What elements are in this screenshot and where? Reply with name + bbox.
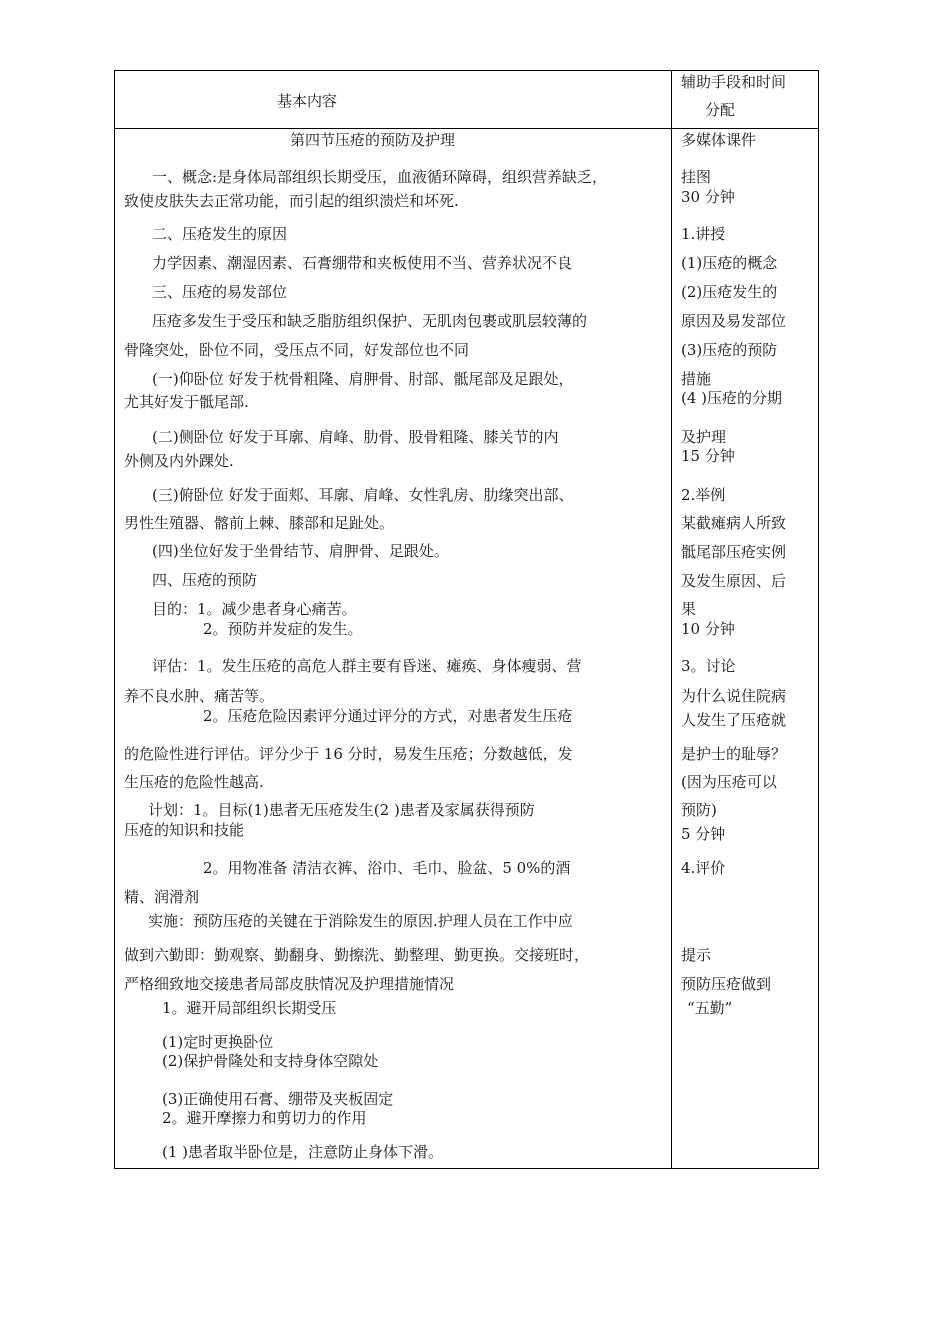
content-line: 目的：1。减少患者身心痛苦。 [152,600,357,618]
aux-line: 及护理 [681,428,727,446]
content-line: (1 )患者取半卧位是，注意防止身体下滑。 [162,1143,444,1161]
aux-line: 多媒体课件 [681,131,757,149]
content-line: (2)保护骨隆处和支持身体空隙处 [162,1052,379,1070]
content-line: 2。避开摩擦力和剪切力的作用 [162,1109,367,1127]
column-divider [671,70,672,1169]
content-line: 三、压疮的易发部位 [152,283,288,301]
section-title: 第四节压疮的预防及护理 [290,131,456,149]
aux-line: 措施 [681,370,712,388]
aux-line: 及发生原因、后 [681,572,787,590]
content-line: 2。预防并发症的发生。 [203,620,363,638]
aux-line: (2)压疮发生的 [681,283,778,301]
content-line: 尤其好发于骶尾部. [124,393,249,411]
content-line: 压疮的知识和技能 [124,821,245,839]
content-line: 四、压疮的预防 [152,571,258,589]
aux-line: 是护士的耻辱？ [681,745,787,763]
aux-line: (4 )压疮的分期 [681,389,783,407]
aux-line: 骶尾部压疮实例 [681,543,787,561]
content-line: (二)侧卧位 好发于耳廓、肩峰、肋骨、股骨粗隆、膝关节的内 [152,428,559,446]
content-line: 男性生殖器、髂前上棘、膝部和足趾处。 [124,514,395,532]
content-line: 的危险性进行评估。评分少于 16 分时，易发生压疮；分数越低，发 [124,745,573,763]
aux-line: (3)压疮的预防 [681,341,778,359]
content-line: 精、润滑剂 [124,888,200,906]
content-line: (四)坐位好发于坐骨结节、肩胛骨、足跟处。 [152,542,449,560]
aux-line: 15 分钟 [681,447,735,465]
header-aux-line1: 辅助手段和时间 [681,73,787,91]
aux-line: 提示 [681,946,712,964]
aux-line: 2.举例 [681,486,726,504]
aux-line: 人发生了压疮就 [681,711,787,729]
content-line: (三)俯卧位 好发于面郏、耳廓、肩峰、女性乳房、肋缘突出部、 [152,486,574,504]
aux-line: 预防压疮做到 [681,975,772,993]
content-line: 实施：预防压疮的关键在于消除发生的原因.护理人员在工作中应 [148,912,573,930]
header-basic-content: 基本内容 [277,92,338,110]
content-line: 一、概念:是身体局部组织长期受压，血液循环障碍，组织营养缺乏， [152,168,608,186]
aux-line: 预防) [681,801,717,819]
content-line: (一)仰卧位 好发于枕骨粗隆、肩胛骨、肘部、骶尾部及足跟处， [152,370,574,388]
aux-line: “五勤” [687,999,733,1017]
header-divider [114,128,819,129]
header-aux-line2: 分配 [705,101,736,119]
aux-line: 10 分钟 [681,620,735,638]
content-line: 致使皮肤失去正常功能，而引起的组织溃烂和坏死. [124,192,459,210]
aux-line: 5 分钟 [681,825,726,843]
aux-line: 果 [681,600,697,618]
content-line: (3)正确使用石膏、绷带及夹板固定 [162,1090,394,1108]
aux-line: 1.讲授 [681,225,726,243]
aux-line: (1)压疮的概念 [681,254,778,272]
aux-line: 原因及易发部位 [681,312,787,330]
aux-line: 某截瘫病人所致 [681,514,787,532]
content-line: 计划：1。目标(1)患者无压疮发生(2 )患者及家属获得预防 [148,801,535,819]
content-line: 养不良水肿、痛苦等。 [124,687,275,705]
content-line: 生压疮的危险性越高. [124,773,264,791]
aux-line: 挂图 [681,168,712,186]
content-line: 外侧及内外踝处. [124,452,234,470]
content-line: 1。避开局部组织长期受压 [162,999,337,1017]
aux-line: (因为压疮可以 [681,773,777,791]
content-line: 力学因素、潮湿因素、石膏绷带和夹板使用不当、营养状况不良 [152,254,573,272]
aux-line: 4.评价 [681,859,726,877]
content-line: 评估：1。发生压疮的高危人群主要有昏迷、瘫痪、身体瘦弱、营 [152,657,582,675]
content-line: 严格细致地交接患者局部皮肤情况及护理措施情况 [124,975,455,993]
aux-line: 30 分钟 [681,188,735,206]
content-line: 骨隆突处，卧位不同，受压点不同，好发部位也不同 [124,341,470,359]
content-line: 压疮多发生于受压和缺乏脂肪组织保护、无肌肉包裹或肌层较薄的 [152,312,588,330]
content-line: 做到六勤即：勤观察、勤翻身、勤擦洗、勤整理、勤更换。交接班时， [124,946,590,964]
content-line: 2。用物准备 清洁衣裤、浴巾、毛巾、脸盆、5 0%的酒 [203,859,571,877]
aux-line: 3。讨论 [681,657,736,675]
aux-line: 为什么说住院病 [681,687,787,705]
content-line: 2。压疮危险因素评分通过评分的方式，对患者发生压疮 [203,707,573,725]
content-line: (1)定时更换卧位 [162,1033,274,1051]
content-line: 二、压疮发生的原因 [152,225,288,243]
